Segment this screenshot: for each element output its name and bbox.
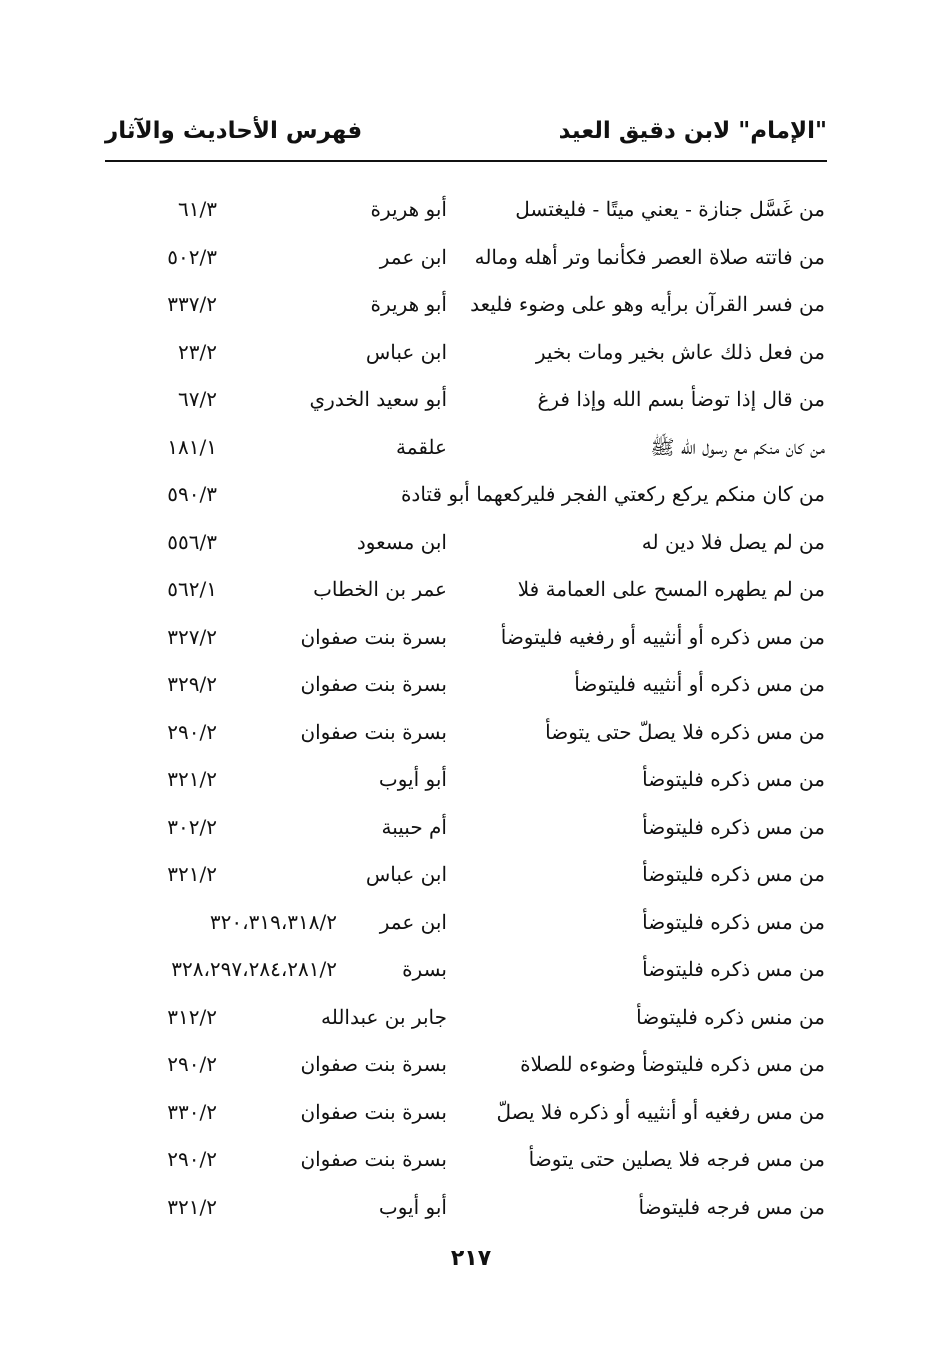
volume-page-ref: ٦٧/٢ xyxy=(178,387,217,411)
index-row xyxy=(100,566,825,614)
index-row xyxy=(100,376,825,424)
volume-page-ref: ٢٣/٢ xyxy=(178,339,217,364)
narrator: ابن عباس xyxy=(365,339,447,364)
volume-page-ref: ٣٢٨،٢٩٧،٢٨٤،٢٨١/٢ xyxy=(171,957,337,981)
hadith-text: من مس رفغيه أو أنثييه أو ذكره فلا يصلّ xyxy=(496,1099,825,1124)
hadith-text: من مس ذكره أو أنثييه فليتوضأ xyxy=(574,672,825,696)
narrator: بسرة xyxy=(402,957,447,981)
volume-page-ref: ٣١٢/٢ xyxy=(167,1004,217,1029)
volume-page-ref: ٢٩٠/٢ xyxy=(167,1147,217,1171)
hadith-text: من مس ذكره فلا يصلّ حتى يتوضأ xyxy=(545,719,825,744)
index-row xyxy=(100,424,825,472)
narrator: ابن عمر xyxy=(379,244,447,269)
index-row xyxy=(100,234,825,282)
narrator: بسرة بنت صفوان xyxy=(300,624,447,649)
narrator: بسرة بنت صفوان xyxy=(300,1052,447,1076)
hadith-text: من مس ذكره فليتوضأ xyxy=(642,814,825,839)
hadith-text: من منس ذكره فليتوضأ xyxy=(636,1004,825,1029)
index-row xyxy=(100,471,825,519)
index-row xyxy=(100,756,825,804)
narrator: عمر بن الخطاب xyxy=(313,577,447,601)
narrator: بسرة بنت صفوان xyxy=(300,672,447,696)
hadith-text: من مس فرجه فليتوضأ xyxy=(638,1194,825,1219)
hadith-text: من فعل ذلك عاش بخير ومات بخير xyxy=(535,339,825,364)
index-row xyxy=(100,946,825,994)
narrator: أبو أيوب xyxy=(378,767,447,791)
narrator: أبو هريرة xyxy=(370,197,447,221)
narrator: بسرة بنت صفوان xyxy=(300,719,447,744)
hadith-text: من فسر القرآن برأيه وهو على وضوء فليعد xyxy=(470,292,825,316)
volume-page-ref: ٣٢٠،٣١٩،٣١٨/٢ xyxy=(209,909,337,934)
hadith-text: من كان منكم مع رسول الله ﷺ xyxy=(650,434,825,459)
narrator: جابر بن عبدالله xyxy=(320,1004,447,1029)
index-table xyxy=(100,186,825,1231)
narrator: أم حبيبة xyxy=(381,814,447,839)
header-divider xyxy=(105,160,827,162)
hadith-text: من مس ذكره أو أنثييه أو رفغيه فليتوضأ xyxy=(500,624,825,649)
volume-page-ref: ٣٢٩/٢ xyxy=(167,672,217,696)
narrator: ابن عمر xyxy=(379,909,447,934)
narrator: ابن عباس xyxy=(365,862,447,886)
index-row xyxy=(100,1041,825,1089)
volume-page-ref: ٦١/٣ xyxy=(178,197,217,221)
volume-page-ref: ٣٢١/٢ xyxy=(167,862,217,886)
narrator: ابن مسعود xyxy=(356,529,447,554)
volume-page-ref: ٢٩٠/٢ xyxy=(167,719,217,744)
index-row xyxy=(100,1089,825,1137)
volume-page-ref: ٣٢٧/٢ xyxy=(167,624,217,649)
narrator: أبو سعيد الخدري xyxy=(309,387,447,411)
volume-page-ref: ٣٣٧/٢ xyxy=(167,292,217,316)
volume-page-ref: ٥٠٢/٣ xyxy=(167,244,217,269)
hadith-text: من مس ذكره فليتوضأ xyxy=(642,767,825,791)
index-row xyxy=(100,851,825,899)
hadith-text: من لم يطهره المسح على العمامة فلا xyxy=(517,577,825,601)
hadith-text: من مس فرجه فلا يصلين حتى يتوضأ xyxy=(528,1147,825,1171)
index-row xyxy=(100,519,825,567)
volume-page-ref: ٥٥٦/٣ xyxy=(167,529,217,554)
book-title: "الإمام" لابن دقيق العيد xyxy=(558,118,827,144)
index-row xyxy=(100,899,825,947)
index-row xyxy=(100,186,825,234)
index-row xyxy=(100,709,825,757)
volume-page-ref: ٣٢١/٢ xyxy=(167,767,217,791)
index-row xyxy=(100,281,825,329)
volume-page-ref: ٢٩٠/٢ xyxy=(167,1052,217,1076)
hadith-text: من كان منكم يركع ركعتي الفجر فليركعهما أبو قتادة xyxy=(400,482,825,506)
section-title: فهرس الأحاديث والآثار xyxy=(105,118,363,144)
volume-page-ref: ٥٩٠/٣ xyxy=(167,482,217,506)
index-row xyxy=(100,804,825,852)
hadith-text: من قال إذا توضأ بسم الله وإذا فرغ xyxy=(537,387,825,411)
volume-page-ref: ٥٦٢/١ xyxy=(167,577,217,601)
hadith-text: من غَسَّل جنازة - يعني ميتًا - فليغتسل xyxy=(515,197,825,221)
narrator: بسرة بنت صفوان xyxy=(300,1147,447,1171)
narrator: بسرة بنت صفوان xyxy=(300,1099,447,1124)
hadith-text: من لم يصل فلا دين له xyxy=(641,529,825,554)
volume-page-ref: ١٨١/١ xyxy=(167,434,217,459)
volume-page-ref: ٣٠٢/٢ xyxy=(167,814,217,839)
running-header xyxy=(105,118,827,158)
index-row xyxy=(100,329,825,377)
index-row xyxy=(100,994,825,1042)
index-row xyxy=(100,1184,825,1232)
narrator: أبو هريرة xyxy=(370,292,447,316)
narrator: أبو أيوب xyxy=(378,1194,447,1219)
index-row xyxy=(100,1136,825,1184)
index-row xyxy=(100,614,825,662)
hadith-text: من مس ذكره فليتوضأ xyxy=(642,862,825,886)
volume-page-ref: ٣٣٠/٢ xyxy=(167,1099,217,1124)
volume-page-ref: ٣٢١/٢ xyxy=(167,1194,217,1219)
page-number: ٢١٧ xyxy=(450,1246,492,1271)
hadith-text: من مس ذكره فليتوضأ xyxy=(642,909,825,934)
hadith-text: من مس ذكره فليتوضأ وضوءه للصلاة xyxy=(520,1052,825,1076)
hadith-text: من فاتته صلاة العصر فكأنما وتر أهله وماله xyxy=(474,244,825,269)
hadith-text: من مس ذكره فليتوضأ xyxy=(642,957,825,981)
index-row xyxy=(100,661,825,709)
narrator: علقمة xyxy=(396,434,447,459)
